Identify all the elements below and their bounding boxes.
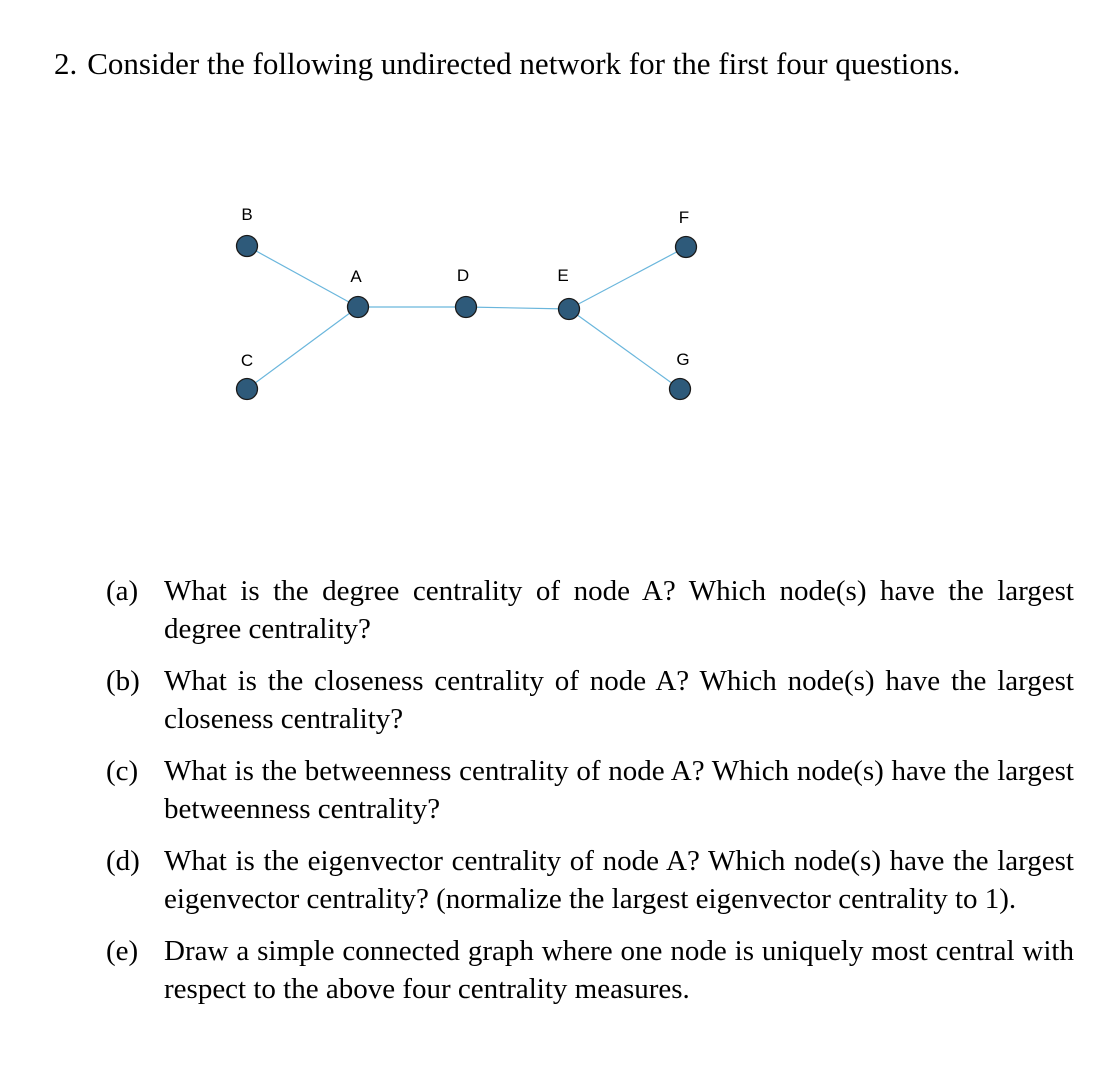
edge-b-a xyxy=(247,246,358,307)
node-label-d: D xyxy=(456,266,470,285)
question-text: What is the degree centrality of node A? Which node(s) have the largest degree centrality? xyxy=(164,575,1074,645)
node-f xyxy=(676,237,697,258)
question-b xyxy=(106,662,1074,738)
network-nodes xyxy=(237,236,697,400)
question-text: What is the closeness centrality of node A? Which node(s) have the largest closeness centrality? xyxy=(164,665,1074,735)
node-a xyxy=(348,297,369,318)
question-list xyxy=(106,572,1074,1022)
question-label: (b) xyxy=(106,665,140,697)
edge-c-a xyxy=(247,307,358,389)
edge-e-g xyxy=(569,309,680,389)
edge-e-f xyxy=(569,247,686,309)
question-text: What is the eigenvector centrality of node A? Which node(s) have the largest eigenvector centrality? (normalize the largest eigenvector centrality to 1). xyxy=(164,845,1074,915)
question-d xyxy=(106,842,1074,918)
question-e xyxy=(106,932,1074,1008)
edge-d-e xyxy=(466,307,569,309)
question-c xyxy=(106,752,1074,828)
question-label: (c) xyxy=(106,755,139,787)
network-diagram xyxy=(0,0,1102,520)
network-labels xyxy=(241,205,690,370)
node-label-b: B xyxy=(241,205,253,224)
problem-intro-text: Consider the following undirected network for the first four questions. xyxy=(87,46,961,81)
node-e xyxy=(559,299,580,320)
question-label: (d) xyxy=(106,845,140,877)
node-label-g: G xyxy=(676,350,690,369)
question-text: Draw a simple connected graph where one node is uniquely most central with respect to the above four centrality measures. xyxy=(164,935,1074,1005)
problem-number: 2. xyxy=(54,46,78,81)
question-label: (a) xyxy=(106,575,139,607)
node-label-e: E xyxy=(557,266,569,285)
node-label-f: F xyxy=(678,208,690,227)
node-d xyxy=(456,297,477,318)
question-a xyxy=(106,572,1074,648)
node-label-c: C xyxy=(240,351,254,370)
question-label: (e) xyxy=(106,935,139,967)
node-g xyxy=(670,379,691,400)
node-b xyxy=(237,236,258,257)
node-label-a: A xyxy=(350,267,362,286)
question-text: What is the betweenness centrality of node A? Which node(s) have the largest betweenness centrality? xyxy=(164,755,1074,825)
node-c xyxy=(237,379,258,400)
